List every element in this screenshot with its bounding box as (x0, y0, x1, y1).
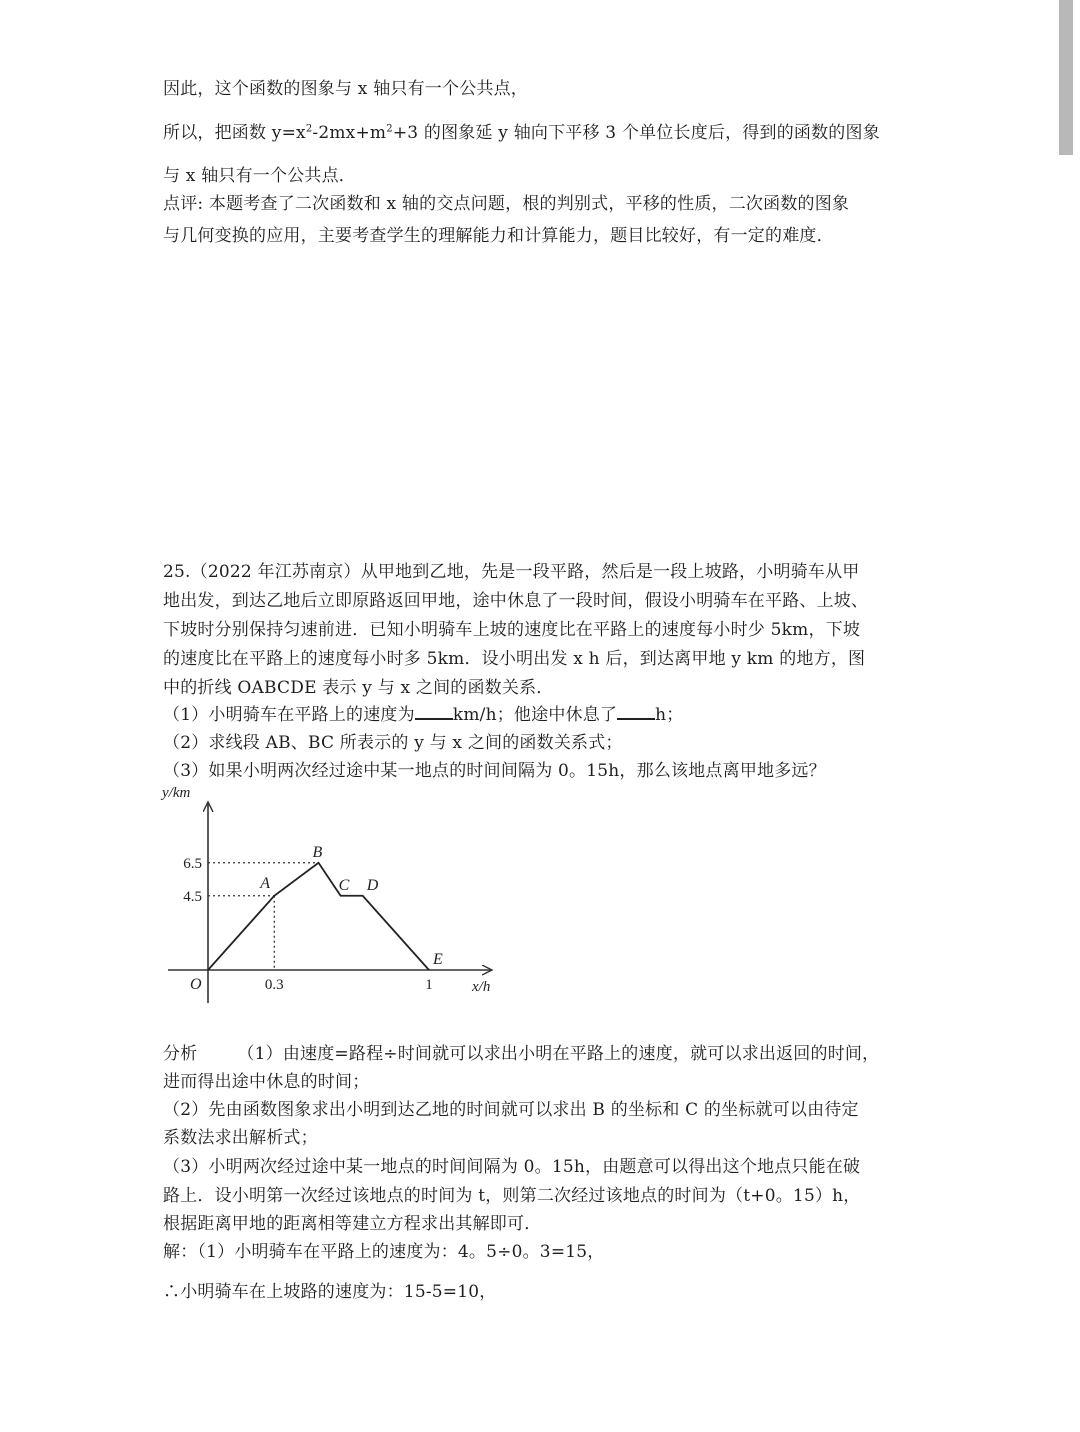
analysis-line: （3）小明两次经过途中某一地点的时间间隔为 0。15h，由题意可以得出这个地点只能在破 (163, 1157, 861, 1177)
answer-blank (617, 704, 655, 720)
scrollbar-thumb[interactable] (1059, 0, 1073, 155)
solution-line: ∴小明骑车在上坡路的速度为：15-5=10， (163, 1282, 497, 1302)
comment-line: 点评: 本题考查了二次函数和 x 轴的交点问题，根的判别式，平移的性质，二次函数的图象 (163, 194, 850, 214)
question-2: （2）求线段 AB、BC 所表示的 y 与 x 之间的函数关系式； (163, 733, 623, 753)
text-fragment: （1）由速度=路程÷时间就可以求出小明在平路上的速度，就可以求出返回的时间， (237, 1044, 880, 1064)
comment-line: 与几何变换的应用，主要考查学生的理解能力和计算能力，题目比较好，有一定的难度． (163, 226, 834, 246)
answer-blank (415, 704, 453, 720)
x-tick-label: 1 (425, 977, 433, 993)
analysis-line (163, 1043, 879, 1065)
text-fragment: +3 的图象延 y 轴向下平移 3 个单位长度后，得到的函数的图象 (392, 123, 880, 143)
y-tick-label: 6.5 (183, 855, 202, 872)
x-axis-label: x/h (472, 979, 491, 995)
superscript: 2 (386, 123, 393, 135)
text-line: 与 x 轴只有一个公共点． (163, 166, 356, 186)
text-fragment: -2mx+m (312, 123, 387, 143)
solution-line: 解：（1）小明骑车在平路上的速度为：4。5÷0。3=15， (163, 1242, 605, 1262)
text-fragment: 所以，把函数 y=x (163, 123, 306, 143)
problem-line: 的速度比在平路上的速度每小时多 5km．设小明出发 x h 后，到达离甲地 y km 的地方，图 (163, 649, 866, 669)
y-axis-label: y/km (162, 785, 191, 801)
analysis-line: （2）先由函数图象求出小明到达乙地的时间就可以求出 B 的坐标和 C 的坐标就可以由待定 (163, 1100, 859, 1120)
problem-line: 25.（2022 年江苏南京）从甲地到乙地，先是一段平路，然后是一段上坡路，小明骑车从甲 (163, 562, 860, 582)
analysis-line: 进而得出途中休息的时间； (163, 1072, 370, 1092)
analysis-label: 分析 (163, 1044, 198, 1064)
point-label-E: E (433, 951, 443, 968)
problem-line: 下坡时分别保持匀速前进．已知小明骑车上坡的速度比在平路上的速度每小时少 5km，下坡 (163, 620, 861, 640)
point-label-D: D (366, 876, 379, 894)
text-fragment: （1）小明骑车在平路上的速度为 (163, 705, 415, 725)
text-line: 因此，这个函数的图象与 x 轴只有一个公共点， (163, 79, 528, 99)
text-fragment: km/h；他途中休息了 (452, 705, 618, 725)
analysis-line: 根据距离甲地的距离相等建立方程求出其解即可． (163, 1214, 542, 1234)
analysis-line: 路上．设小明第一次经过该地点的时间为 t，则第二次经过该地点的时间为（t+0。15）h， (163, 1186, 861, 1206)
point-label-A: A (260, 874, 271, 892)
problem-line: 中的折线 OABCDE 表示 y 与 x 之间的函数关系． (163, 678, 554, 698)
text-line (163, 122, 880, 144)
function-graph (150, 780, 510, 1010)
point-label-C: C (338, 876, 350, 894)
x-tick-label: 0.3 (264, 977, 284, 993)
question-1 (163, 704, 684, 726)
point-label-B: B (312, 843, 323, 861)
series-line-OABCDE (208, 863, 429, 970)
origin-label: O (190, 976, 202, 993)
analysis-line: 系数法求出解析式； (163, 1128, 318, 1148)
text-fragment: h； (655, 705, 684, 725)
question-3: （3）如果小明两次经过途中某一地点的时间间隔为 0。15h，那么该地点离甲地多远？ (163, 761, 826, 781)
problem-line: 地出发，到达乙地后立即原路返回甲地，途中休息了一段时间，假设小明骑车在平路、上坡、 (163, 591, 869, 611)
superscript: 2 (305, 123, 313, 135)
y-tick-label: 4.5 (183, 888, 202, 905)
